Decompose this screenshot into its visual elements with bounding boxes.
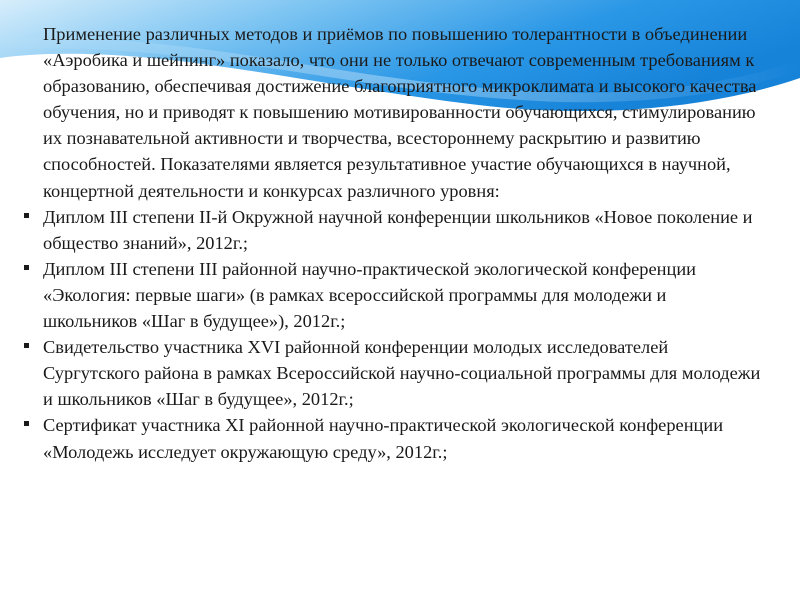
list-item bbox=[22, 204, 762, 256]
square-bullet-icon bbox=[24, 421, 29, 426]
list-item-text: Свидетельство участника XVI районной конференции молодых исследователей Сургутского района в рамках Всероссийской научно-социальной программы для молодежи и школьников «Шаг в будущее», 2012г.; bbox=[43, 337, 761, 410]
list-item bbox=[22, 412, 762, 464]
achievements-list bbox=[22, 204, 762, 465]
square-bullet-icon bbox=[24, 213, 29, 218]
slide-text bbox=[22, 21, 762, 465]
list-item bbox=[22, 256, 762, 334]
list-item bbox=[22, 334, 762, 412]
list-item-text: Диплом III степени III районной научно-практической экологической конференции «Экология: первые шаги» (в рамках всероссийской программы для молодежи и школьников «Шаг в будущее»), 2012г.; bbox=[43, 258, 697, 332]
square-bullet-icon bbox=[24, 265, 29, 270]
list-item-text: Сертификат участника XI районной научно-практической экологической конференции «Молодежь исследует окружающую среду», 2012г.; bbox=[43, 415, 724, 462]
list-item-text: Диплом III степени II-й Окружной научной конференции школьников «Новое поколение и общество знаний», 2012г.; bbox=[43, 206, 753, 253]
square-bullet-icon bbox=[24, 343, 29, 348]
intro-paragraph: Применение различных методов и приёмов по повышению толерантности в объединении «Аэробика и шейпинг» показало, что они не только отвечают современным требованиям к образованию, обеспечивая достижение благоприятного микроклимата и высокого качества обучения, но и приводят к повышению мотивированности обучающихся, стимулированию их познавательной активности и творчества, всестороннему раскрытию и развитию способностей. Показателями является результативное участие обучающихся в научной, концертной деятельности и конкурсах различного уровня: bbox=[43, 24, 757, 201]
